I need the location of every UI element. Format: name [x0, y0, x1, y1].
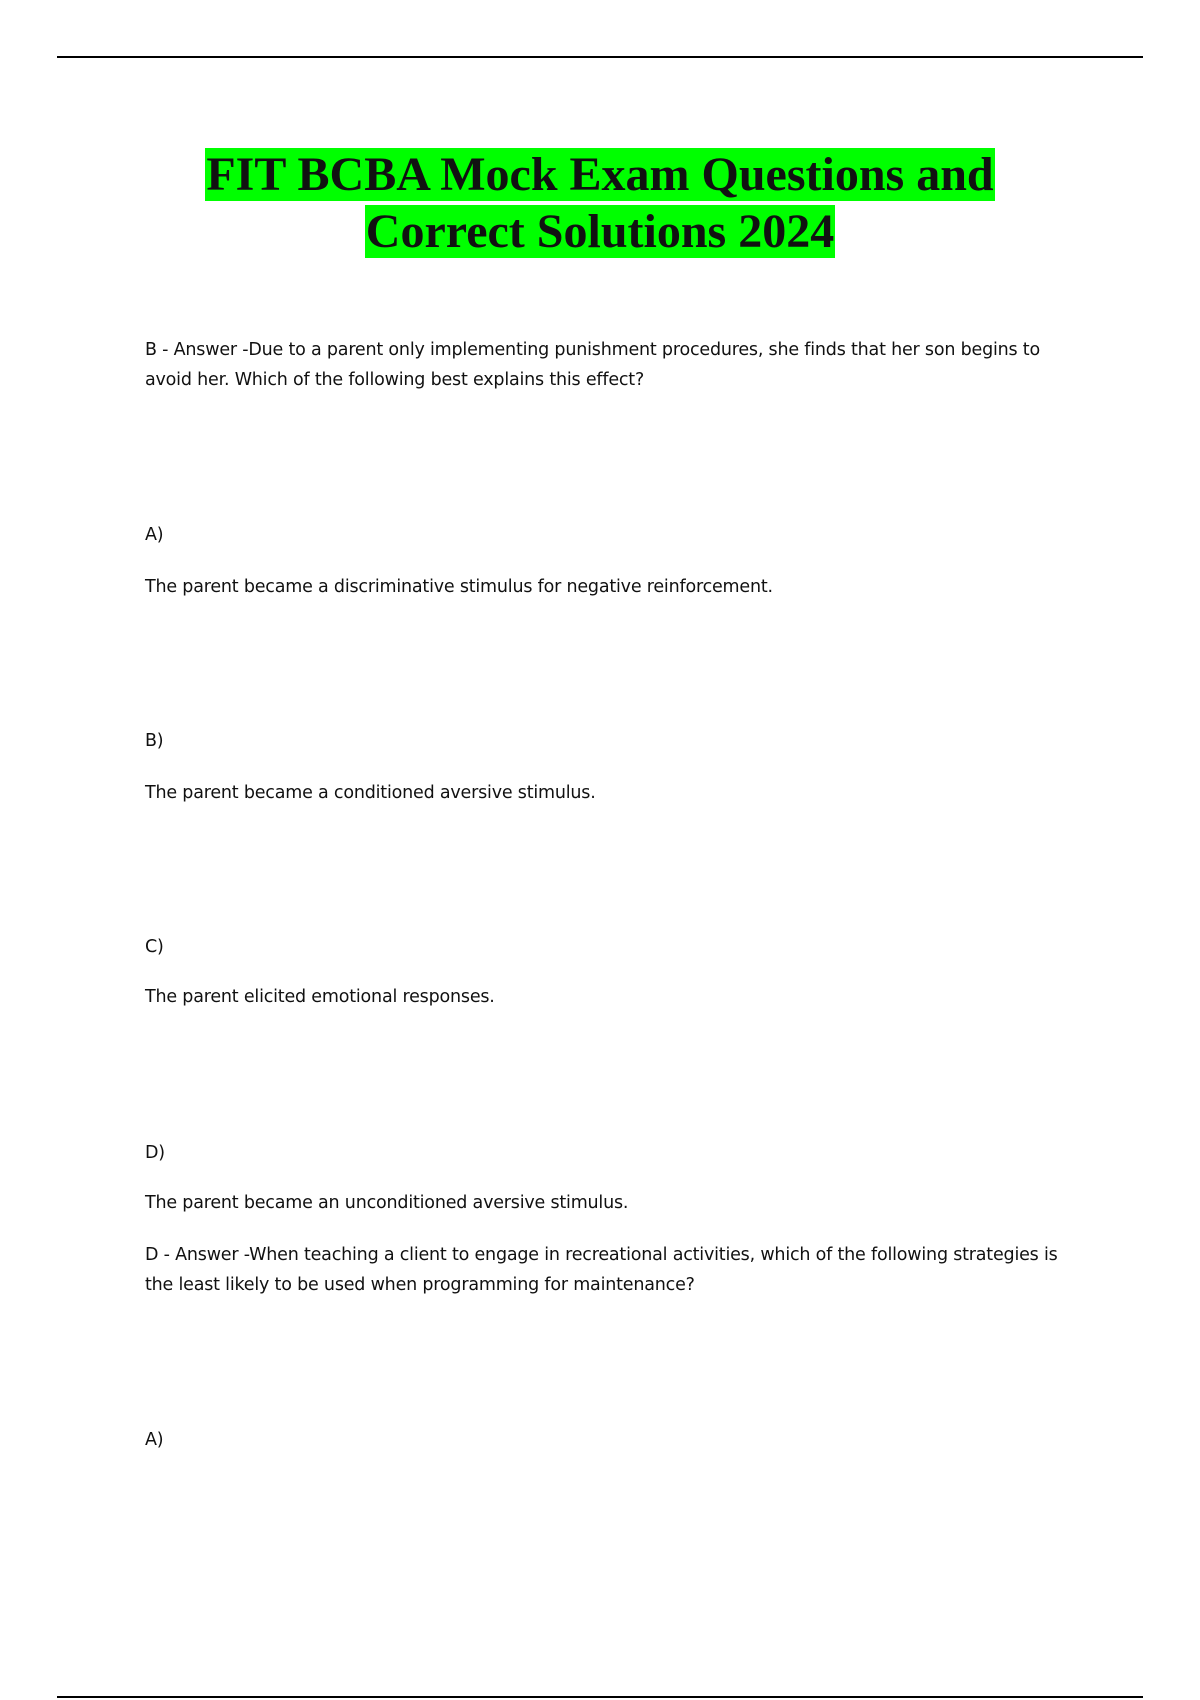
q1-option-b-label: B) — [145, 731, 164, 751]
document-title — [0, 146, 1200, 260]
q1-option-c-label: C) — [145, 937, 164, 957]
footer-rule — [57, 1696, 1143, 1698]
q1-option-c-text: The parent elicited emotional responses. — [145, 987, 495, 1007]
question-2-text: D - Answer -When teaching a client to engage in recreational activities, which of the following strategies is the least likely to be used when programming for maintenance? — [145, 1245, 1058, 1295]
q1-option-a-label: A) — [145, 525, 164, 545]
question-1-text: B - Answer -Due to a parent only implementing punishment procedures, she finds that her son begins to avoid her. Which of the following best explains this effect? — [145, 340, 1040, 390]
title-line-2: Correct Solutions 2024 — [365, 205, 835, 258]
q2-option-a-label: A) — [145, 1430, 164, 1450]
q1-option-d-label: D) — [145, 1143, 165, 1163]
header-rule — [57, 56, 1143, 58]
q1-option-b-text: The parent became a conditioned aversive stimulus. — [145, 783, 596, 803]
title-line-1: FIT BCBA Mock Exam Questions and — [206, 148, 994, 201]
q1-option-a-text: The parent became a discriminative stimulus for negative reinforcement. — [145, 577, 773, 597]
q1-option-d-text: The parent became an unconditioned aversive stimulus. — [145, 1193, 629, 1213]
